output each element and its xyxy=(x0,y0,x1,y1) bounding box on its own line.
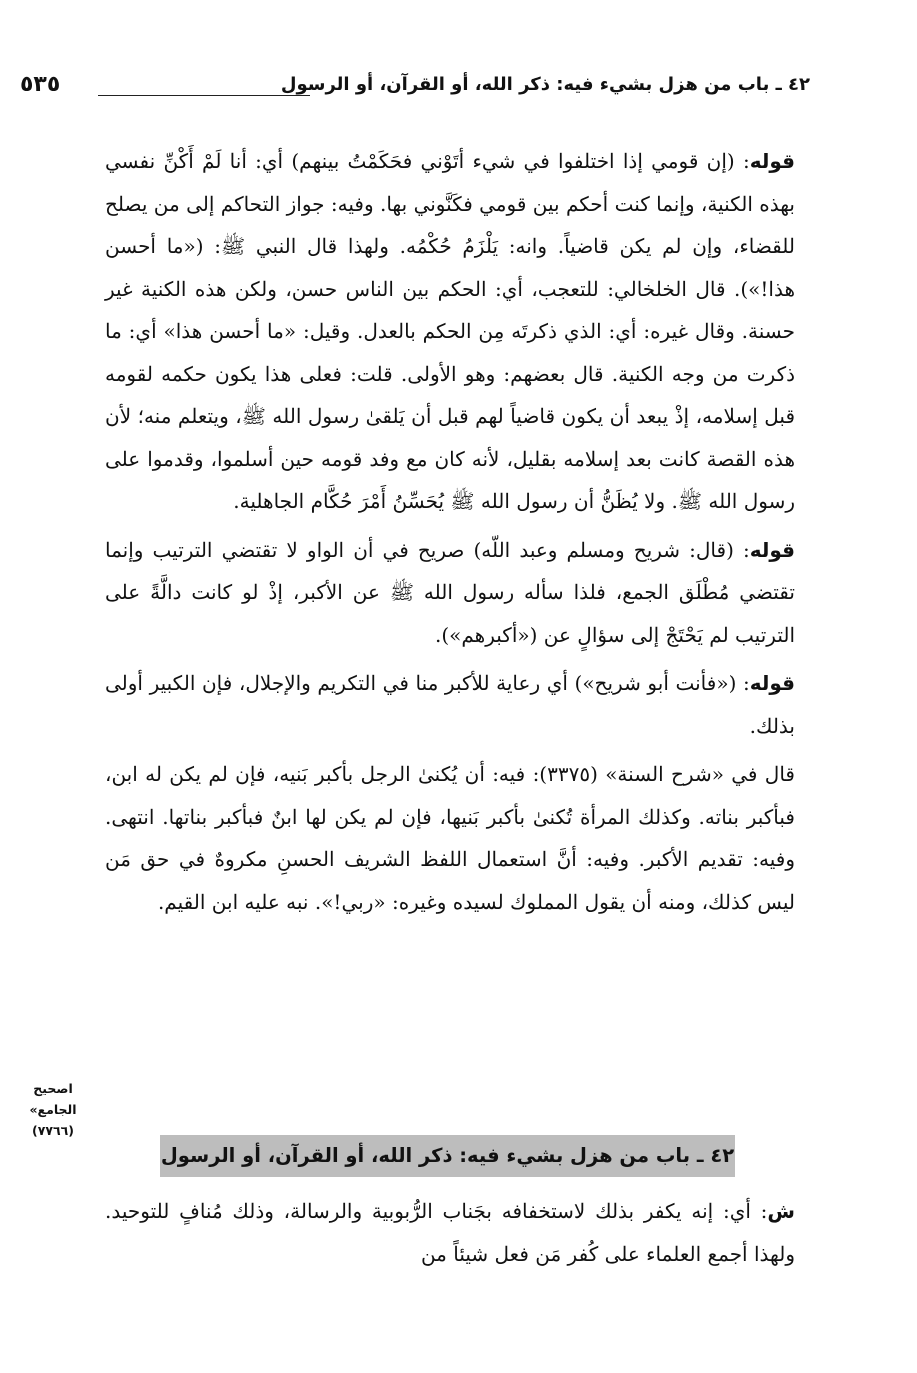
paragraph-lead: قوله xyxy=(749,671,795,695)
paragraph-2 xyxy=(105,529,795,657)
paragraph-text: : (قال: شريح ومسلم وعبد اللّه) صريح في أن الواو لا تقتضي الترتيب وإنما تقتضي مُطْلَق الجمع، فلذا سأله رسول الله ﷺ عن الأكبر، إذْ لو كانت دالَّةً على الترتيب لم يَحْتَجْ إلى سؤالٍ عن («أكبرهم»). xyxy=(105,537,795,647)
paragraph-lead: ش xyxy=(767,1199,795,1223)
running-head-title: ٤٢ ـ باب من هزل بشيء فيه: ذكر الله، أو القرآن، أو الرسول xyxy=(280,74,810,95)
paragraph-4 xyxy=(105,753,795,923)
commentary-body xyxy=(105,140,795,923)
chapter-body xyxy=(105,1190,795,1275)
margin-reference-line: اصحيح xyxy=(33,1081,73,1096)
paragraph-lead: قوله xyxy=(749,537,795,562)
margin-reference xyxy=(18,1078,88,1141)
paragraph-3 xyxy=(105,662,795,747)
paragraph-text: : («فأنت أبو شريح») أي رعاية للأكبر منا في التكريم والإجلال، فإن الكبير أولى بذلك. xyxy=(105,671,795,738)
page-number: ٥٣٥ xyxy=(20,72,61,97)
paragraph-text: قال في «شرح السنة» (٣٣٧٥): فيه: أن يُكنىٰ الرجل بأكبر بَنيه، فإن لم يكن له ابن، فبأكبر بناته. وكذلك المرأة تُكنىٰ بأكبر بَنيها، فإن لم يكن لها ابنٌ فبأكبر بناتها. انتهى. وفيه: تقديم الأكبر. وفيه: أنَّ استعمال اللفظ الشريف الحسنِ مكروهٌ في حق مَن ليس كذلك، ومنه أن يقول المملوك لسيده وغيره: «ربي!». نبه عليه ابن القيم. xyxy=(105,762,795,914)
margin-reference-line: (٧٧٦٦) xyxy=(32,1123,74,1138)
paragraph-1 xyxy=(105,140,795,523)
paragraph-text: : (إن قومي إذا اختلفوا في شيء أتَوْني فحَكَمْتُ بينهم) أي: أنا لَمْ أَكْنِّ نفسي بهذه الكنية، وإنما كنت أحكم بين قومي فكَنَّوني بها. وفيه: جواز التحاكم إلى من يصلح للقضاء، وإن لم يكن قاضياً. وانه: يَلْزَمُ حُكْمُه. ولهذا قال النبي ﷺ: («ما أحسن هذا!»). قال الخلخالي: للتعجب، أي: الحكم بين الناس حسن، ولكن هذه الكنية غير حسنة. وقال غيره: أي: الذي ذكرتَه مِن الحكم بالعدل. وقيل: «ما أحسن هذا» أي: ما ذكرت من وجه الكنية. قال بعضهم: وهو الأولى. قلت: فعلى هذا يكون حكمه لقومه قبل إسلامه، إذْ يبعد أن يكون قاضياً لهم قبل أن يَلقىٰ رسول الله ﷺ، ويتعلم منه؛ لأن هذه القصة كانت بعد إسلامه بقليل، لأنه كان مع وفد قومه حين أسلموا، وقدموا على رسول الله ﷺ. ولا يُظَنُّ أن رسول الله ﷺ يُحَسِّنُ أَمْرَ حُكَّام الجاهلية. xyxy=(104,149,795,513)
margin-reference-line: الجامع» xyxy=(29,1102,77,1117)
page-header xyxy=(20,64,810,114)
paragraph-text: : أي: إنه يكفر بذلك لاستخفافه بجَناب الرُّبوبية والرسالة، وذلك مُنافٍ للتوحيد. ولهذا أجمع العلماء على كُفر مَن فعل شيئاً من xyxy=(105,1199,795,1266)
chapter-heading: ٤٢ ـ باب من هزل بشيء فيه: ذكر الله، أو القرآن، أو الرسول xyxy=(160,1135,735,1177)
closing-paragraph xyxy=(105,1190,795,1275)
header-rule xyxy=(98,95,310,96)
paragraph-lead: قوله xyxy=(749,149,795,173)
